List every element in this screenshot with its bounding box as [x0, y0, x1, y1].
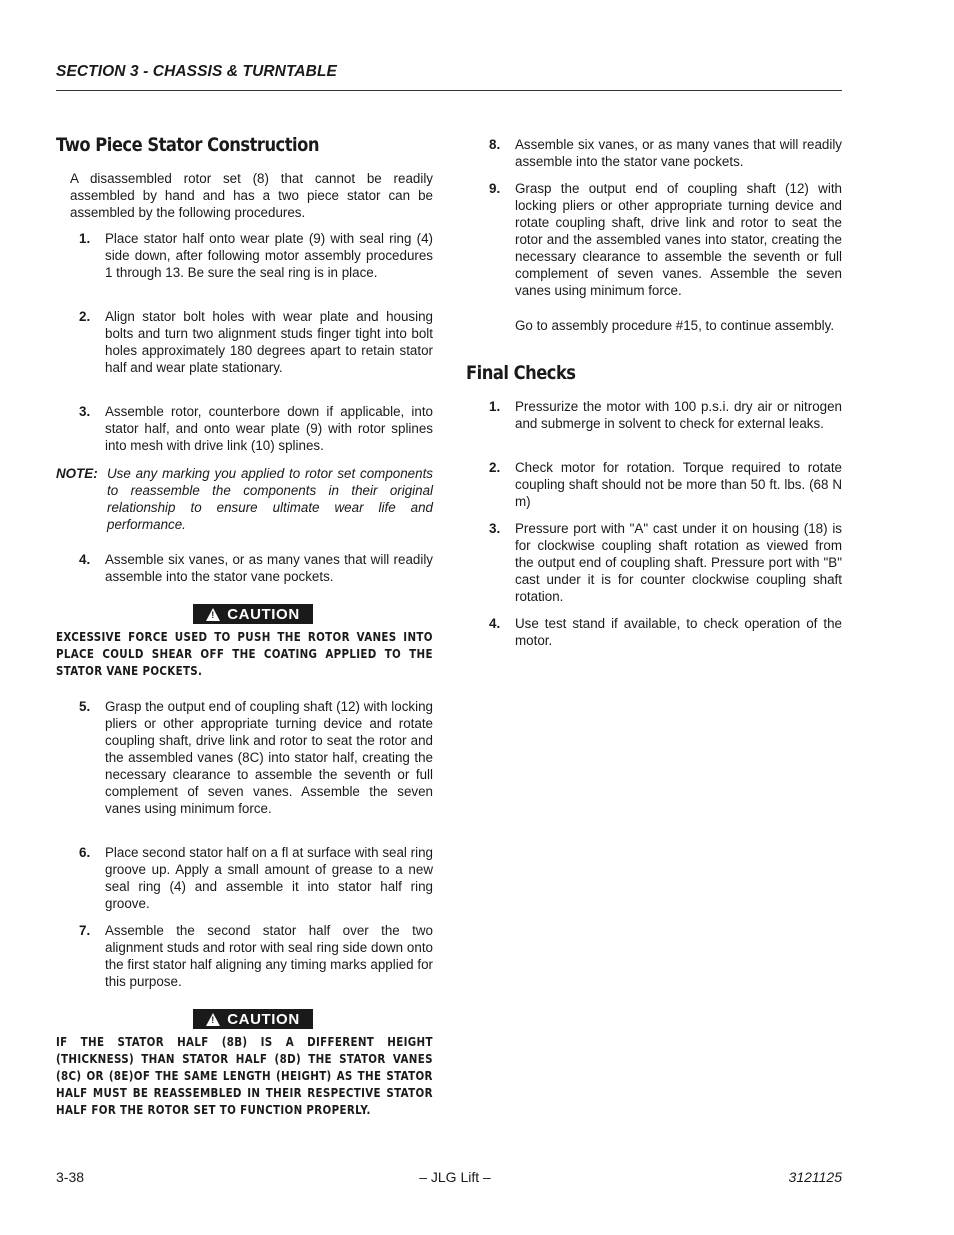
note-text: Use any marking you applied to rotor set components to reassemble the components in their original relationship to ensure ultimate wear life and performance.: [107, 466, 433, 532]
step-number: 7.: [79, 923, 91, 938]
step-text: Align stator bolt holes with wear plate and housing bolts and turn two alignment studs finger tight into bolt holes approximately 180 degrees apart to retain stator half and wear plate stationary.: [105, 309, 433, 375]
caution-word: CAUTION: [227, 605, 300, 623]
caution-label: [193, 604, 313, 624]
intro-paragraph: A disassembled rotor set (8) that cannot be readily assembled by hand and has a two piece stator can be assembled by the following procedures.: [70, 171, 433, 220]
heading-final-checks: Final Checks: [466, 362, 576, 384]
goto-paragraph: Go to assembly procedure #15, to continue assembly.: [515, 318, 835, 333]
step-number: 8.: [489, 137, 501, 152]
warning-triangle-icon: !: [206, 608, 220, 621]
caution-text: EXCESSIVE FORCE USED TO PUSH THE ROTOR VANES INTO PLACE COULD SHEAR OFF THE COATING APPLIED TO THE STATOR VANE POCKETS.: [56, 629, 433, 678]
step-text: Use test stand if available, to check operation of the motor.: [515, 616, 842, 648]
caution-label: [193, 1009, 313, 1029]
step-number: 2.: [79, 309, 91, 324]
step-number: 4.: [79, 552, 91, 567]
step-text: Grasp the output end of coupling shaft (12) with locking pliers or other appropriate turning device and rotate coupling shaft, drive link and rotor to seat the rotor and the assembled vanes (8C) into stator half, creating the necessary clearance to assemble the seventh or full complement of seven vanes. Assemble the seven vanes using minimum force.: [105, 699, 433, 816]
step-number: 6.: [79, 845, 91, 860]
step-text: Place stator half onto wear plate (9) with seal ring (4) side down, after following motor assembly procedures 1 through 13. Be sure the seal ring is in place.: [105, 231, 433, 280]
step-text: Assemble six vanes, or as many vanes that will readily assemble into the stator vane pockets.: [105, 552, 433, 584]
heading-two-piece-stator: Two Piece Stator Construction: [56, 134, 319, 156]
caution-word: CAUTION: [227, 1010, 300, 1028]
step-text: Pressurize the motor with 100 p.s.i. dry air or nitrogen and submerge in solvent to check for external leaks.: [515, 399, 842, 431]
step-text: Assemble rotor, counterbore down if applicable, into stator half, and onto wear plate (9) with rotor splines into mesh with drive link (10) splines.: [105, 404, 433, 453]
step-number: 3.: [79, 404, 91, 419]
step-number: 3.: [489, 521, 501, 536]
section-title: SECTION 3 - CHASSIS & TURNTABLE: [56, 63, 337, 80]
footer-publisher: – JLG Lift –: [419, 1169, 491, 1185]
page-header: [56, 63, 842, 91]
document-number: 3121125: [788, 1169, 842, 1185]
note-label: NOTE:: [56, 466, 98, 481]
step-number: 4.: [489, 616, 501, 631]
step-number: 9.: [489, 181, 501, 196]
step-text: Assemble the second stator half over the two alignment studs and rotor with seal ring side down onto the first stator half aligning any timing marks applied for this purpose.: [105, 923, 433, 989]
step-number: 1.: [79, 231, 91, 246]
step-text: Grasp the output end of coupling shaft (12) with locking pliers or other appropriate turning device and rotate coupling shaft, drive link and rotor to seat the rotor and the assembled vanes into stator, creating the necessary clearance to assemble the seventh or full complement of seven vanes. Assemble the seven vanes using minimum force.: [515, 181, 842, 298]
step-number: 5.: [79, 699, 91, 714]
warning-triangle-icon: !: [206, 1013, 220, 1026]
step-text: Assemble six vanes, or as many vanes that will readily assemble into the stator vane pockets.: [515, 137, 842, 169]
step-number: 2.: [489, 460, 501, 475]
step-text: Place second stator half on a fl at surface with seal ring groove up. Apply a small amount of grease to a new seal ring (4) and assemble it into stator half ring groove.: [105, 845, 433, 911]
page-number: 3-38: [56, 1169, 85, 1185]
step-text: Check motor for rotation. Torque required to rotate coupling shaft should not be more than 50 ft. lbs. (68 N m): [515, 460, 842, 509]
step-text: Pressure port with "A" cast under it on housing (18) is for clockwise coupling shaft rotation as viewed from the output end of coupling shaft. Pressure port with "B" cast under it is for counter clockwise coupling shaft rotation.: [515, 521, 842, 604]
caution-text: IF THE STATOR HALF (8B) IS A DIFFERENT HEIGHT (THICKNESS) THAN STATOR HALF (8D) THE STATOR VANES (8C) OR (8E)OF THE SAME LENGTH (HEIGHT) AS THE STATOR HALF MUST BE REASSEMBLED IN THEIR RESPECTIVE STATOR HALF FOR THE ROTOR SET TO FUNCTION PROPERLY.: [56, 1034, 433, 1117]
step-number: 1.: [489, 399, 501, 414]
